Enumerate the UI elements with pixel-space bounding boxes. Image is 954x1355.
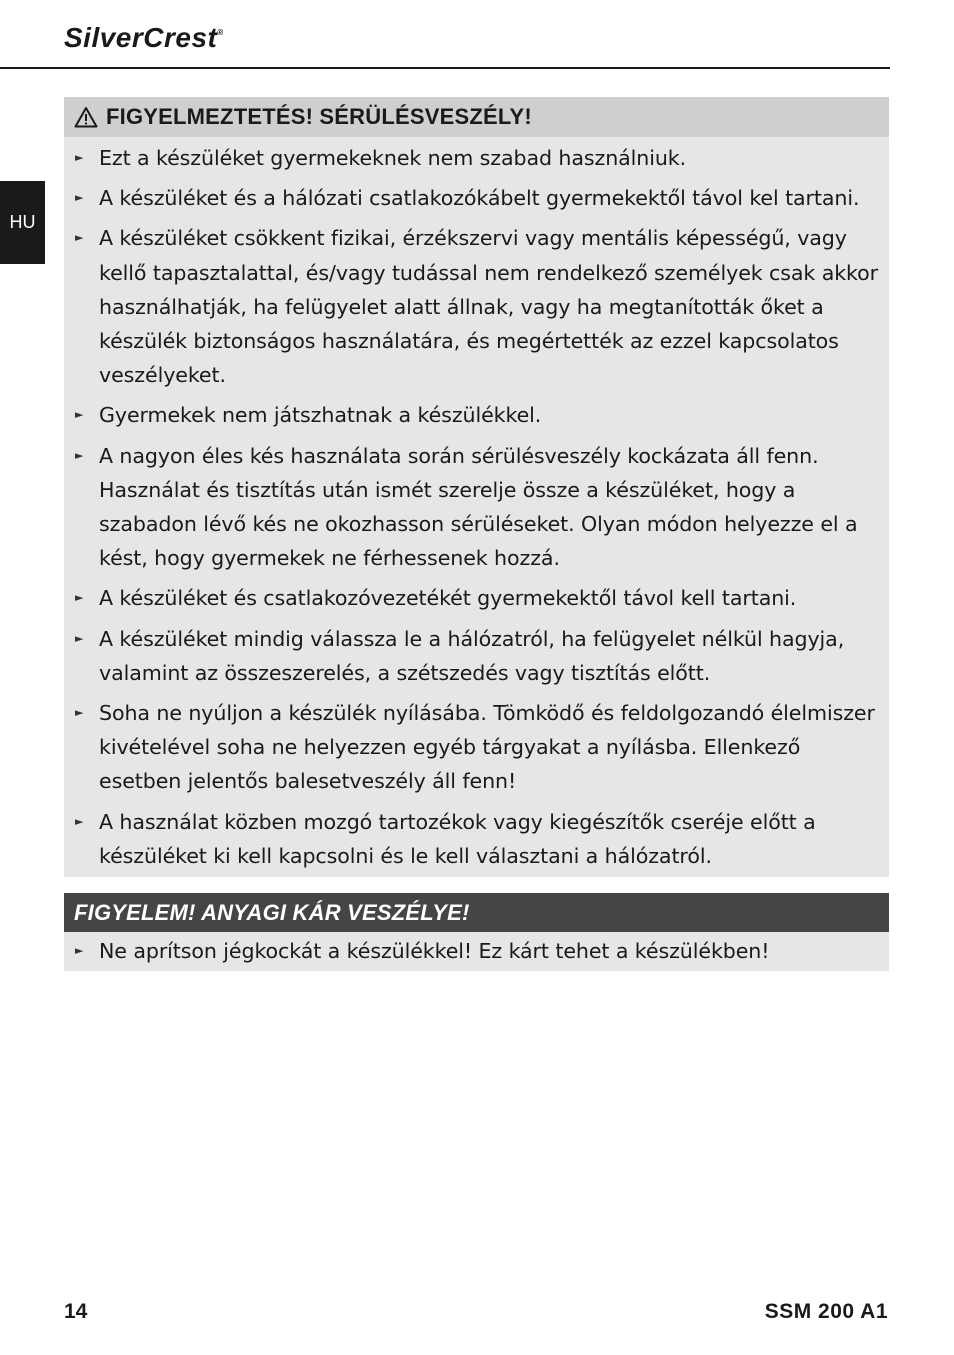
caution-box [64, 893, 889, 971]
caution-list [64, 934, 889, 968]
list-item [64, 439, 881, 576]
list-item [64, 398, 881, 432]
bullet-arrow-icon: ► [75, 591, 84, 605]
bullet-arrow-icon: ► [75, 944, 84, 957]
bullet-arrow-icon: ► [75, 231, 84, 245]
bullet-arrow-icon: ► [75, 191, 84, 205]
list-item-text: Ne aprítson jégkockát a készülékkel! Ez kárt tehet a készülékben! [99, 939, 770, 963]
list-item [64, 622, 881, 690]
list-item [64, 221, 881, 392]
bullet-arrow-icon: ► [75, 151, 84, 164]
list-item [64, 805, 881, 873]
list-item-text: Soha ne nyúljon a készülék nyílásába. Tömködő és feldolgozandó élelmiszer kivételével soha ne helyezzen egyéb tárgyakat a nyílásba. Ellenkező esetben jelentős balesetveszély áll fenn! [99, 701, 875, 794]
list-item-text: A használat közben mozgó tartozékok vagy kiegészítők cseréje előtt a készüléket ki kell kapcsolni és le kell választani a hálózatról. [99, 809, 816, 868]
list-item-text: Gyermekek nem játszhatnak a készülékkel. [99, 403, 542, 428]
brand-logo [64, 22, 224, 54]
bullet-arrow-icon: ► [75, 448, 84, 462]
list-item-text: Ezt a készüléket gyermekeknek nem szabad használniuk. [99, 146, 687, 170]
bullet-arrow-icon: ► [75, 814, 84, 828]
brand-name: SilverCrest [64, 22, 218, 53]
list-item [64, 181, 881, 215]
list-item-text: A készüléket és csatlakozóvezetékét gyermekektől távol kell tartani. [99, 586, 797, 611]
list-item [64, 934, 881, 968]
list-item [64, 696, 881, 799]
warning-title: FIGYELMEZTETÉS! SÉRÜLÉSVESZÉLY! [106, 104, 532, 129]
page-number: 14 [64, 1300, 88, 1323]
bullet-arrow-icon: ► [75, 631, 84, 645]
warning-list [64, 141, 889, 873]
language-code: HU [9, 212, 36, 232]
list-item-text: A nagyon éles kés használata során sérülésveszély kockázata áll fenn. Használat és tisztítás után ismét szerelje össze a készüléket, hogy a szabadon lévő kés ne okozhasson sérüléseket. Olyan módon helyezze el a kést, hogy gyermekek ne férhessenek hozzá. [99, 443, 858, 571]
warning-triangle-icon [74, 106, 98, 128]
caution-header [64, 893, 889, 932]
list-item [64, 141, 881, 175]
registered-mark: ® [217, 28, 224, 37]
bullet-arrow-icon: ► [75, 706, 84, 720]
list-item-text: A készüléket mindig válassza le a hálózatról, ha felügyelet nélkül hagyja, valamint az összeszerelés, a szétszedés vagy tisztítás előtt. [99, 626, 845, 685]
list-item-text: A készüléket és a hálózati csatlakozókábelt gyermekektől távol kel tartani. [99, 186, 860, 211]
list-item [64, 581, 881, 615]
caution-title: FIGYELEM! ANYAGI KÁR VESZÉLYE! [74, 899, 470, 925]
language-tab [0, 181, 45, 264]
model-number: SSM 200 A1 [764, 1300, 888, 1323]
bullet-arrow-icon: ► [75, 408, 84, 422]
header-divider [0, 67, 890, 69]
list-item-text: A készüléket csökkent fizikai, érzékszervi vagy mentális képességű, vagy kellő tapasztalattal, és/vagy tudással nem rendelkező személyek csak akkor használhatják, ha felügyelet alatt állnak, vagy ha megtanították őket a készülék biztonságos használatára, és megértették az ezzel kapcsolatos veszélyeket. [99, 226, 878, 388]
warning-box [64, 97, 889, 877]
warning-header [64, 97, 889, 137]
